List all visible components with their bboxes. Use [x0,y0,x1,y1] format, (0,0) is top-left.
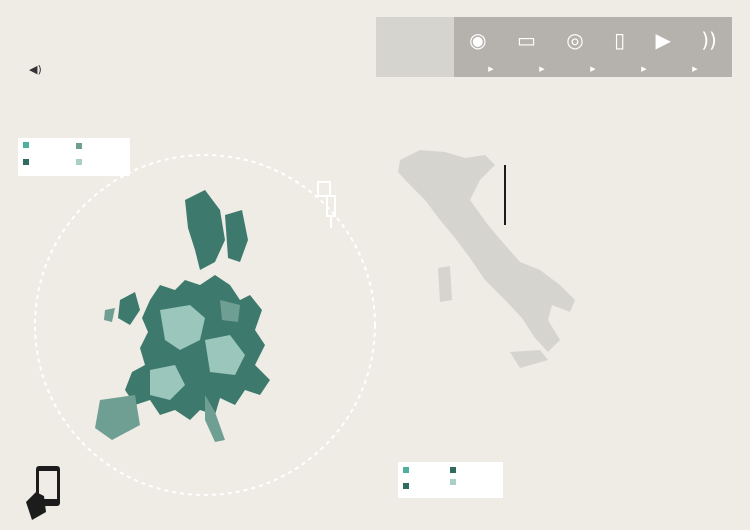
legend-supporto [450,479,498,486]
ipod-icon: ▯ [614,28,626,52]
speaker-icon: ◀) [29,63,42,76]
legend-mobile [403,467,412,474]
vinyl-icon: ◉ [469,28,487,52]
video-icon: ▶ [655,28,671,52]
phone-hand-icon [22,462,82,522]
cd-icon: ◎ [566,28,584,52]
evolution-timeline: ◉ ▭ ◎ ▯ ▶ )) ▶ ▶ ▶ ▶ ▶ [454,17,732,77]
europe-map [95,190,270,442]
chart-legend [398,462,503,498]
legend-iscrizioni [403,483,412,490]
rss-icon: )) [701,28,717,52]
cassette-icon: ▭ [516,28,536,52]
legend-altri [450,467,459,474]
